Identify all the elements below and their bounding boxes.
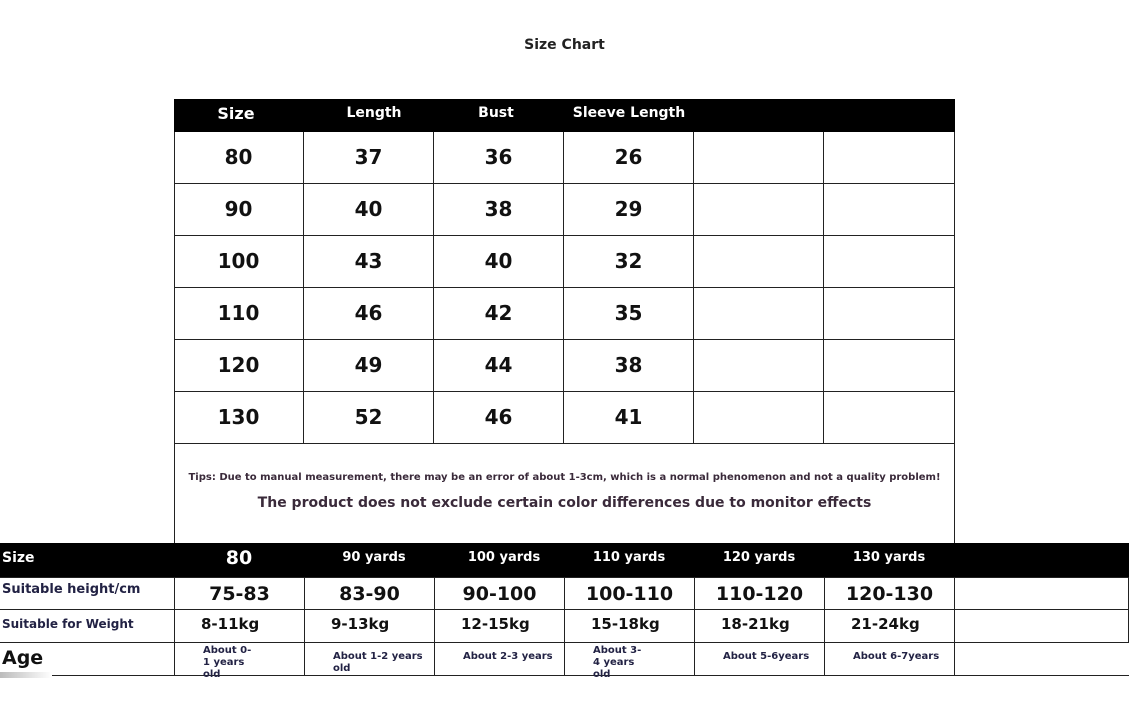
cell-empty — [694, 236, 824, 287]
row-label-weight: Suitable for Weight — [2, 617, 134, 631]
row-label-height: Suitable height/cm — [2, 582, 141, 597]
cell-bust: 42 — [434, 288, 564, 339]
cell-empty — [824, 340, 954, 391]
cell-empty — [694, 340, 824, 391]
cell-size: 110 — [174, 288, 304, 339]
cell-length: 46 — [304, 288, 434, 339]
size-table-header — [174, 99, 955, 132]
table-row — [174, 236, 955, 288]
fit-header-size: 120 yards — [722, 550, 796, 565]
height-cell: 90-100 — [434, 578, 564, 610]
cell-sleeve: 26 — [564, 132, 694, 183]
table-row — [174, 184, 955, 236]
cell-empty — [694, 184, 824, 235]
cell-empty — [824, 184, 954, 235]
header-sleeve-length: Sleeve Length — [572, 105, 686, 121]
age-cell: About 1-2 years old — [304, 643, 434, 675]
age-cell: About 5-6years — [694, 643, 824, 675]
fit-header-size: 130 yards — [852, 550, 926, 565]
cell-empty — [824, 236, 954, 287]
header-length: Length — [346, 105, 402, 121]
cell-empty — [954, 578, 1129, 610]
fit-header-label: Size — [2, 550, 35, 566]
age-row — [0, 643, 1129, 680]
table-row — [174, 132, 955, 184]
cell-bust: 36 — [434, 132, 564, 183]
cell-bust: 44 — [434, 340, 564, 391]
table-row — [174, 288, 955, 340]
label-shadow — [0, 672, 52, 678]
fit-header-size: 100 yards — [467, 550, 541, 565]
header-size: Size — [217, 104, 255, 123]
fit-table-header — [0, 543, 1129, 577]
fit-header-size: 80 — [225, 547, 253, 569]
table-row — [174, 392, 955, 444]
header-bust: Bust — [478, 105, 514, 121]
cell-empty — [694, 288, 824, 339]
measurement-tips: Tips: Due to manual measurement, there may be an error of about 1-3cm, which is a normal phenomenon and not a quality problem! — [188, 472, 941, 483]
cell-sleeve: 32 — [564, 236, 694, 287]
cell-size: 90 — [174, 184, 304, 235]
fit-header-size: 90 yards — [342, 550, 406, 565]
height-cell: 83-90 — [304, 578, 434, 610]
cell-empty — [824, 392, 954, 443]
cell-length: 40 — [304, 184, 434, 235]
cell-empty — [824, 288, 954, 339]
cell-sleeve: 35 — [564, 288, 694, 339]
cell-sleeve: 38 — [564, 340, 694, 391]
height-row — [0, 577, 1129, 610]
cell-size: 100 — [174, 236, 304, 287]
cell-length: 49 — [304, 340, 434, 391]
cell-bust: 46 — [434, 392, 564, 443]
weight-cell: 12-15kg — [434, 610, 564, 642]
height-cell: 110-120 — [694, 578, 824, 610]
color-difference-note: The product does not exclude certain color differences due to monitor effects — [257, 495, 872, 511]
weight-row — [0, 610, 1129, 643]
age-cell: About 0-1 years old — [174, 643, 304, 675]
height-cell: 120-130 — [824, 578, 954, 610]
cell-size: 80 — [174, 132, 304, 183]
weight-cell: 15-18kg — [564, 610, 694, 642]
height-cell: 75-83 — [174, 578, 304, 610]
cell-empty — [824, 132, 954, 183]
age-cell: About 2-3 years — [434, 643, 564, 675]
cell-size: 130 — [174, 392, 304, 443]
cell-empty — [694, 132, 824, 183]
weight-cell: 21-24kg — [824, 610, 954, 642]
fit-header-size: 110 yards — [592, 550, 666, 565]
table-row — [174, 340, 955, 392]
cell-bust: 38 — [434, 184, 564, 235]
size-measurement-table — [174, 99, 955, 544]
weight-cell: 8-11kg — [174, 610, 304, 642]
weight-cell: 18-21kg — [694, 610, 824, 642]
cell-sleeve: 41 — [564, 392, 694, 443]
cell-empty — [954, 610, 1129, 642]
chart-title: Size Chart — [524, 37, 605, 53]
cell-empty — [954, 643, 1129, 675]
height-cell: 100-110 — [564, 578, 694, 610]
age-cell: About 3-4 years old — [564, 643, 694, 675]
age-cell: About 6-7years — [824, 643, 954, 675]
row-label-age: Age — [2, 647, 44, 669]
cell-length: 43 — [304, 236, 434, 287]
cell-length: 52 — [304, 392, 434, 443]
cell-empty — [694, 392, 824, 443]
weight-cell: 9-13kg — [304, 610, 434, 642]
cell-size: 120 — [174, 340, 304, 391]
cell-length: 37 — [304, 132, 434, 183]
cell-sleeve: 29 — [564, 184, 694, 235]
cell-bust: 40 — [434, 236, 564, 287]
